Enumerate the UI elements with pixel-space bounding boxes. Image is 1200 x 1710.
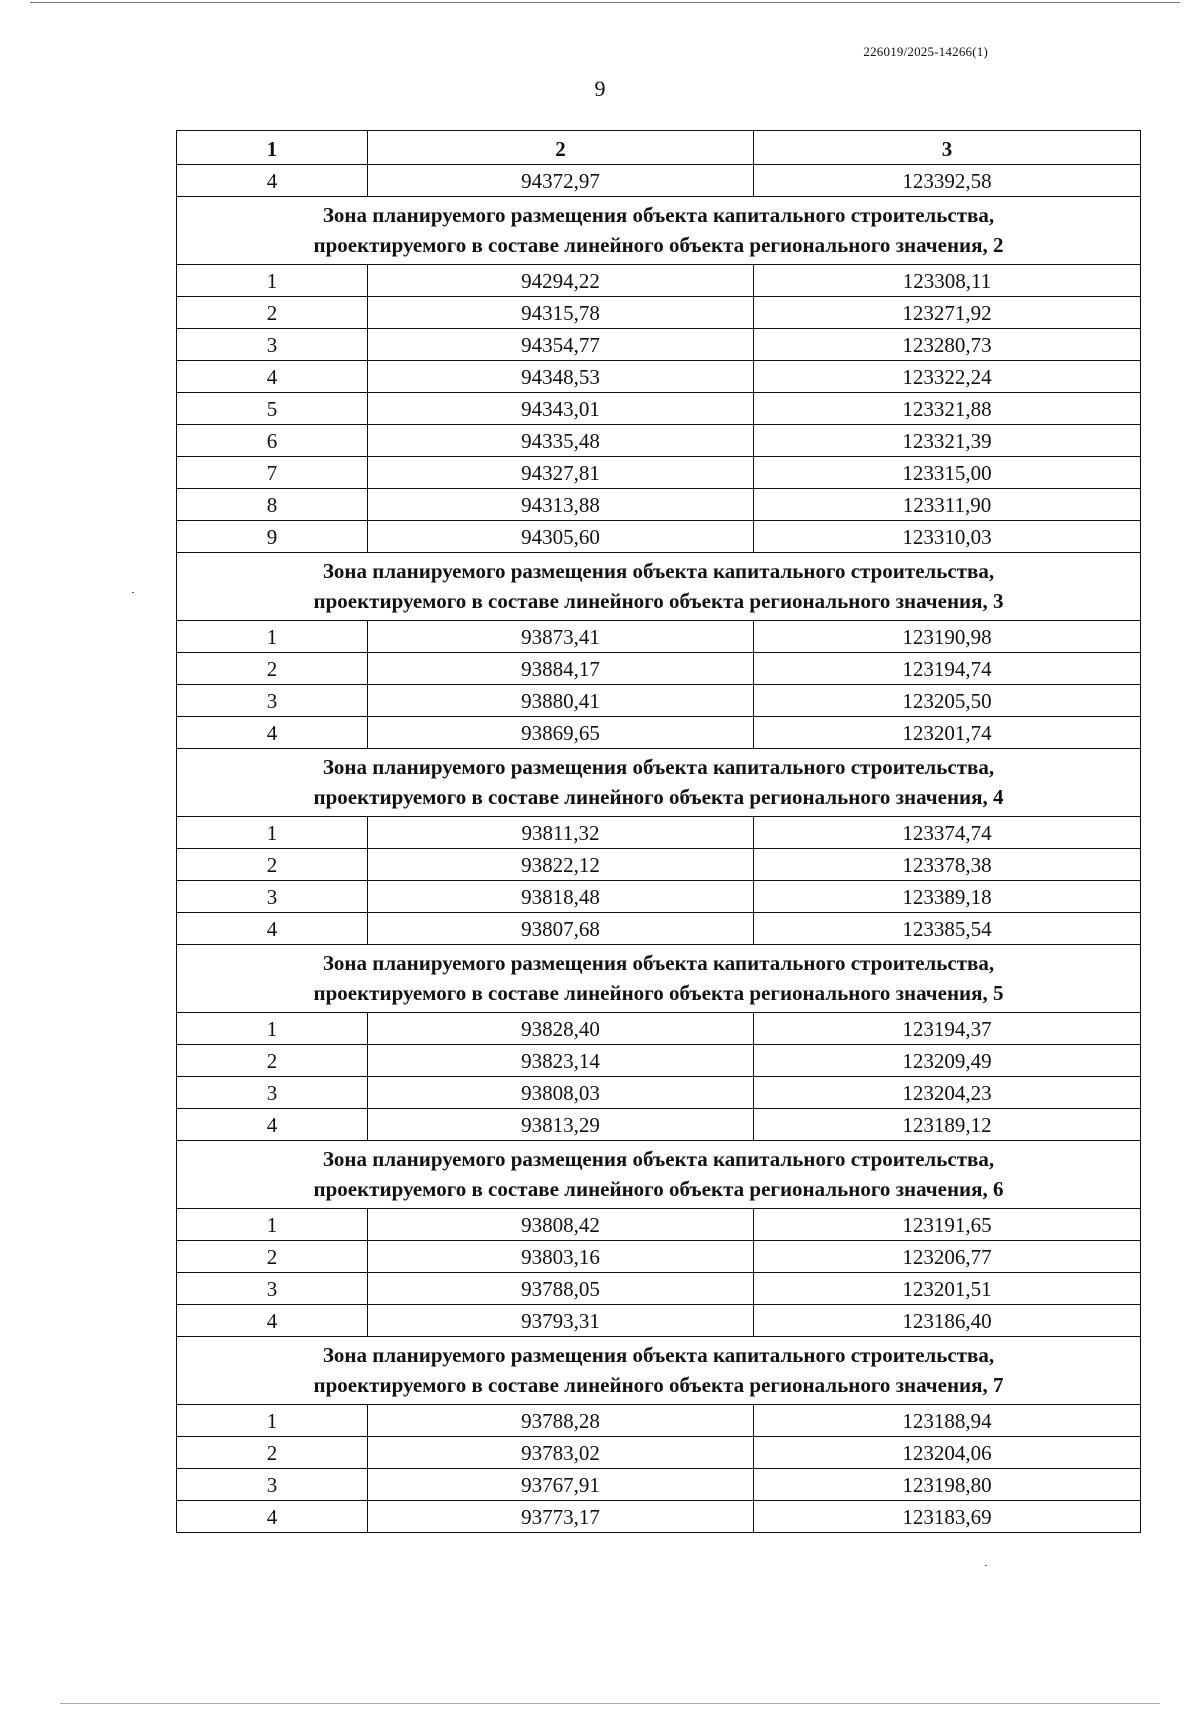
- point-number: 4: [177, 717, 368, 749]
- zone-title: [177, 1337, 1141, 1405]
- table-row: [177, 1077, 1141, 1109]
- point-number: 2: [177, 653, 368, 685]
- zone-title: [177, 553, 1141, 621]
- zone-title-row: [177, 945, 1141, 1013]
- zone-title-line: Зона планируемого размещения объекта капитального строительства,: [322, 203, 995, 227]
- table-row: [177, 425, 1141, 457]
- coordinate-y: 123204,23: [754, 1077, 1141, 1109]
- point-number: 3: [177, 1273, 368, 1305]
- scan-speck: [985, 1565, 987, 1566]
- coordinate-x: 93828,40: [368, 1013, 754, 1045]
- coordinate-x: 94294,22: [368, 265, 754, 297]
- coordinate-y: 123186,40: [754, 1305, 1141, 1337]
- table-row: [177, 1469, 1141, 1501]
- coordinate-y: 123315,00: [754, 457, 1141, 489]
- table-row: [177, 457, 1141, 489]
- point-number: 2: [177, 297, 368, 329]
- table-row: [177, 361, 1141, 393]
- table-row: [177, 881, 1141, 913]
- coordinate-y: 123271,92: [754, 297, 1141, 329]
- zone-title: [177, 1141, 1141, 1209]
- point-number: 4: [177, 1305, 368, 1337]
- coordinate-x: 94343,01: [368, 393, 754, 425]
- table-row: [177, 717, 1141, 749]
- zone-title-line: Зона планируемого размещения объекта капитального строительства,: [322, 755, 995, 779]
- point-number: 2: [177, 849, 368, 881]
- zone-title-line: Зона планируемого размещения объекта капитального строительства,: [322, 559, 995, 583]
- table-row: [177, 1109, 1141, 1141]
- coordinate-y: 123209,49: [754, 1045, 1141, 1077]
- coordinate-x: 94327,81: [368, 457, 754, 489]
- point-number: 6: [177, 425, 368, 457]
- zone-title-row: [177, 1337, 1141, 1405]
- point-number: 1: [177, 817, 368, 849]
- coordinate-y: 123310,03: [754, 521, 1141, 553]
- point-number: 8: [177, 489, 368, 521]
- table-row: [177, 521, 1141, 553]
- point-number: 2: [177, 1241, 368, 1273]
- zone-title: [177, 749, 1141, 817]
- coordinate-y: 123321,88: [754, 393, 1141, 425]
- zone-title: [177, 945, 1141, 1013]
- table-row: [177, 621, 1141, 653]
- coordinate-y: 123204,06: [754, 1437, 1141, 1469]
- coordinate-y: 123190,98: [754, 621, 1141, 653]
- coordinate-y: 123194,74: [754, 653, 1141, 685]
- zone-title-line: проектируемого в составе линейного объекта регионального значения, 7: [313, 1373, 1004, 1397]
- coordinate-y: 123392,58: [754, 165, 1141, 197]
- coordinate-x: 94305,60: [368, 521, 754, 553]
- table-row: [177, 1501, 1141, 1533]
- coordinate-x: 93773,17: [368, 1501, 754, 1533]
- point-number: 2: [177, 1045, 368, 1077]
- coordinate-y: 123205,50: [754, 685, 1141, 717]
- zone-title-row: [177, 553, 1141, 621]
- point-number: 3: [177, 685, 368, 717]
- zone-title-row: [177, 749, 1141, 817]
- coordinate-x: 93807,68: [368, 913, 754, 945]
- point-number: 4: [177, 1501, 368, 1533]
- coordinate-x: 93767,91: [368, 1469, 754, 1501]
- table-row: [177, 1013, 1141, 1045]
- coordinate-x: 93788,05: [368, 1273, 754, 1305]
- coordinate-x: 94372,97: [368, 165, 754, 197]
- point-number: 9: [177, 521, 368, 553]
- zone-title-line: Зона планируемого размещения объекта капитального строительства,: [322, 1343, 995, 1367]
- table-row: [177, 265, 1141, 297]
- coordinate-y: 123198,80: [754, 1469, 1141, 1501]
- coordinate-x: 93808,03: [368, 1077, 754, 1109]
- point-number: 1: [177, 1013, 368, 1045]
- point-number: 5: [177, 393, 368, 425]
- point-number: 4: [177, 165, 368, 197]
- zone-title-line: проектируемого в составе линейного объекта регионального значения, 2: [313, 233, 1004, 257]
- coordinate-x: 93811,32: [368, 817, 754, 849]
- coordinate-x: 94348,53: [368, 361, 754, 393]
- point-number: 3: [177, 329, 368, 361]
- coordinate-x: 93823,14: [368, 1045, 754, 1077]
- table-row: [177, 1305, 1141, 1337]
- coordinate-y: 123201,74: [754, 717, 1141, 749]
- coordinate-x: 94315,78: [368, 297, 754, 329]
- column-header-2: 2: [368, 131, 754, 165]
- scan-bottom-line: [60, 1703, 1160, 1704]
- document-id: 226019/2025-14266(1): [863, 44, 988, 59]
- table-row: [177, 1405, 1141, 1437]
- point-number: 7: [177, 457, 368, 489]
- zone-title-line: проектируемого в составе линейного объекта регионального значения, 3: [313, 589, 1004, 613]
- coordinate-x: 93783,02: [368, 1437, 754, 1469]
- column-header-1: 1: [177, 131, 368, 165]
- coordinate-x: 93793,31: [368, 1305, 754, 1337]
- table-header-row: [177, 131, 1141, 165]
- table-row: [177, 393, 1141, 425]
- point-number: 3: [177, 1077, 368, 1109]
- zone-title-line: Зона планируемого размещения объекта капитального строительства,: [322, 951, 995, 975]
- coordinate-x: 94313,88: [368, 489, 754, 521]
- coordinate-x: 93813,29: [368, 1109, 754, 1141]
- coordinate-y: 123280,73: [754, 329, 1141, 361]
- table-body: [177, 165, 1141, 1533]
- table-row: [177, 1241, 1141, 1273]
- coordinate-y: 123322,24: [754, 361, 1141, 393]
- point-number: 3: [177, 1469, 368, 1501]
- coordinate-y: 123321,39: [754, 425, 1141, 457]
- coordinates-table: [176, 130, 1141, 1533]
- table-row: [177, 489, 1141, 521]
- page-number: 9: [594, 76, 606, 101]
- table-row: [177, 1209, 1141, 1241]
- scan-top-line: [30, 2, 1180, 3]
- point-number: 4: [177, 913, 368, 945]
- coordinate-y: 123378,38: [754, 849, 1141, 881]
- table-row: [177, 1273, 1141, 1305]
- zone-title-line: проектируемого в составе линейного объекта регионального значения, 6: [313, 1177, 1004, 1201]
- coordinate-y: 123201,51: [754, 1273, 1141, 1305]
- table-row: [177, 165, 1141, 197]
- coordinate-x: 93873,41: [368, 621, 754, 653]
- coordinate-y: 123311,90: [754, 489, 1141, 521]
- zone-title-line: проектируемого в составе линейного объекта регионального значения, 4: [313, 785, 1004, 809]
- zone-title-line: проектируемого в составе линейного объекта регионального значения, 5: [313, 981, 1004, 1005]
- coordinate-y: 123183,69: [754, 1501, 1141, 1533]
- table-row: [177, 297, 1141, 329]
- point-number: 1: [177, 621, 368, 653]
- point-number: 1: [177, 265, 368, 297]
- scan-speck: [132, 592, 134, 593]
- table-row: [177, 913, 1141, 945]
- coordinate-y: 123385,54: [754, 913, 1141, 945]
- column-header-3: 3: [754, 131, 1141, 165]
- point-number: 4: [177, 1109, 368, 1141]
- coordinate-y: 123194,37: [754, 1013, 1141, 1045]
- table-row: [177, 329, 1141, 361]
- coordinate-y: 123308,11: [754, 265, 1141, 297]
- table-row: [177, 685, 1141, 717]
- coordinate-x: 93880,41: [368, 685, 754, 717]
- point-number: 2: [177, 1437, 368, 1469]
- table-row: [177, 1437, 1141, 1469]
- coordinate-x: 93818,48: [368, 881, 754, 913]
- point-number: 4: [177, 361, 368, 393]
- coordinate-x: 93822,12: [368, 849, 754, 881]
- coordinate-y: 123206,77: [754, 1241, 1141, 1273]
- point-number: 3: [177, 881, 368, 913]
- coordinate-y: 123188,94: [754, 1405, 1141, 1437]
- coordinate-x: 93808,42: [368, 1209, 754, 1241]
- point-number: 1: [177, 1405, 368, 1437]
- zone-title-line: Зона планируемого размещения объекта капитального строительства,: [322, 1147, 995, 1171]
- point-number: 1: [177, 1209, 368, 1241]
- zone-title: [177, 197, 1141, 265]
- zone-title-row: [177, 197, 1141, 265]
- coordinate-x: 94335,48: [368, 425, 754, 457]
- zone-title-row: [177, 1141, 1141, 1209]
- coordinate-y: 123189,12: [754, 1109, 1141, 1141]
- coordinate-y: 123191,65: [754, 1209, 1141, 1241]
- table-row: [177, 817, 1141, 849]
- coordinate-x: 94354,77: [368, 329, 754, 361]
- table-row: [177, 849, 1141, 881]
- coordinate-x: 93869,65: [368, 717, 754, 749]
- coordinate-x: 93884,17: [368, 653, 754, 685]
- table-row: [177, 1045, 1141, 1077]
- table-row: [177, 653, 1141, 685]
- coordinate-y: 123374,74: [754, 817, 1141, 849]
- coordinate-y: 123389,18: [754, 881, 1141, 913]
- coordinate-x: 93788,28: [368, 1405, 754, 1437]
- coordinate-x: 93803,16: [368, 1241, 754, 1273]
